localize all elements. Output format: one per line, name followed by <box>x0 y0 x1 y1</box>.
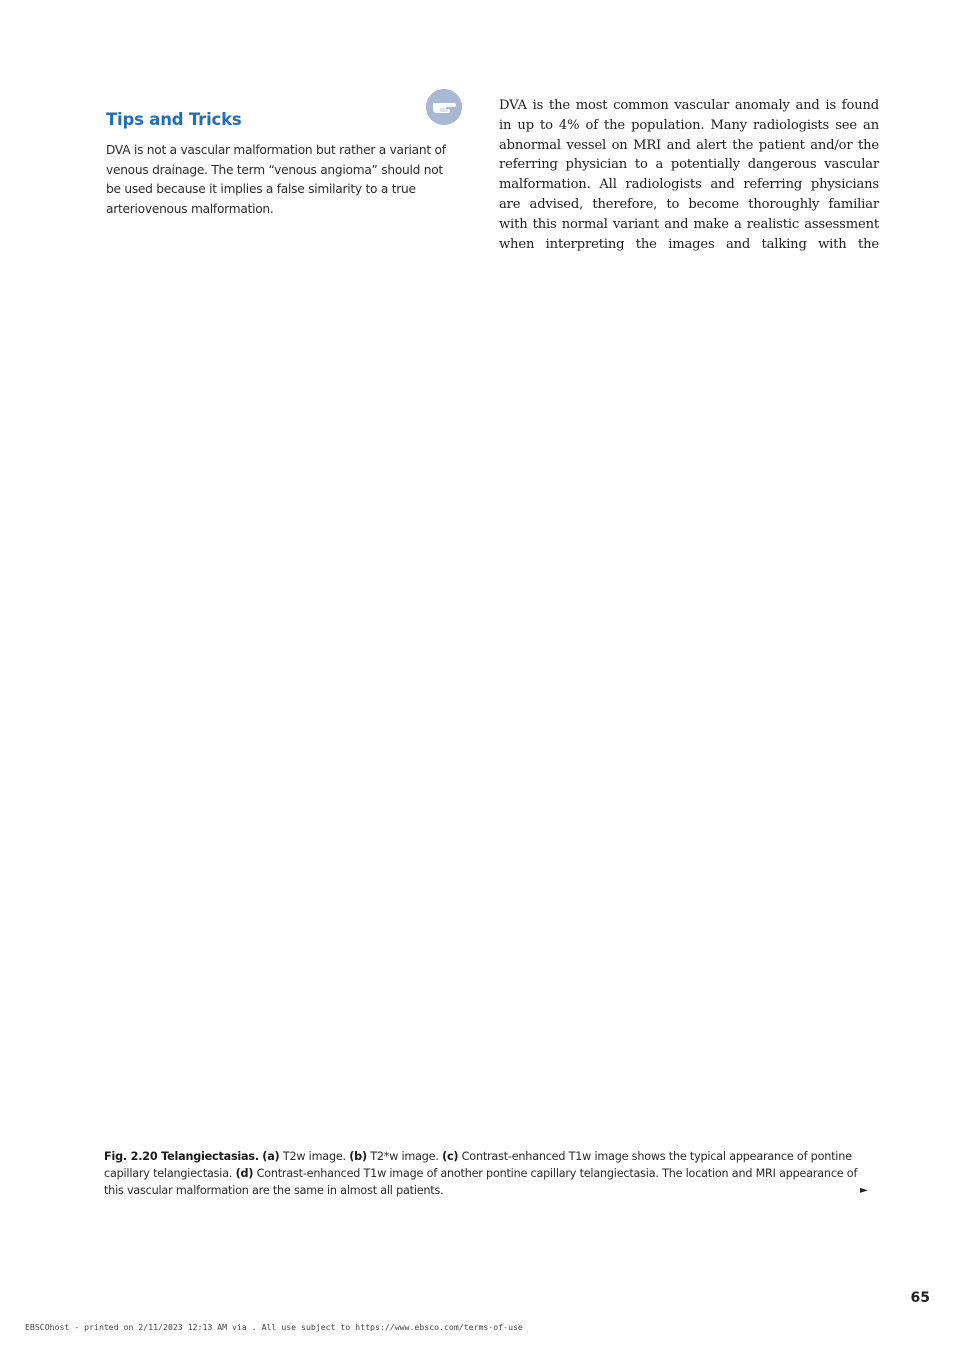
tips-body: DVA is not a vascular malformation but rather a variant of venous drainage. The term “venous angioma” should not be used because it implies a false similarity to a true arteriovenous malformation. <box>106 143 446 216</box>
body-text-right-column: DVA is the most common vascular anomaly and is found in up to 4% of the population. Many radiologists see an abnormal vessel on MRI and alert the patient and/or the referring physician to a potentially dangerous vascular malformation. All radiologists and referring physicians are advised, therefore, to become thoroughly familiar with this normal variant and make a realistic assessment when interpreting the images and talking with the <box>499 98 879 252</box>
figure-caption <box>104 1148 870 1199</box>
caption-label-a: (a) <box>262 1150 280 1163</box>
tips-title: Tips and Tricks <box>106 110 242 129</box>
page-number: 65 <box>910 1290 930 1306</box>
caption-figure-label: Fig. 2.20 Telangiectasias. <box>104 1150 259 1163</box>
continue-arrow-icon: ► <box>860 1185 868 1196</box>
caption-label-d: (d) <box>235 1167 254 1180</box>
caption-text-c: Contrast-enhanced T1w image shows the typical appearance of pontine capillary telangiectasia. <box>104 1150 852 1180</box>
caption-text-b: T2*w image. <box>366 1150 443 1163</box>
footer-note: EBSCOhost - printed on 2/11/2023 12:13 AM via . All use subject to https://www.ebsco.com/terms-of-use <box>25 1322 523 1332</box>
caption-label-b: (b) <box>349 1150 367 1163</box>
pointing-hand-icon <box>426 89 462 125</box>
caption-text-a: T2w image. <box>279 1150 350 1163</box>
caption-text-d: Contrast-enhanced T1w image of another pontine capillary telangiectasia. The location and MRI appearance of this vascular malformation are the same in almost all patients. <box>104 1167 858 1197</box>
caption-label-c: (c) <box>442 1150 459 1163</box>
